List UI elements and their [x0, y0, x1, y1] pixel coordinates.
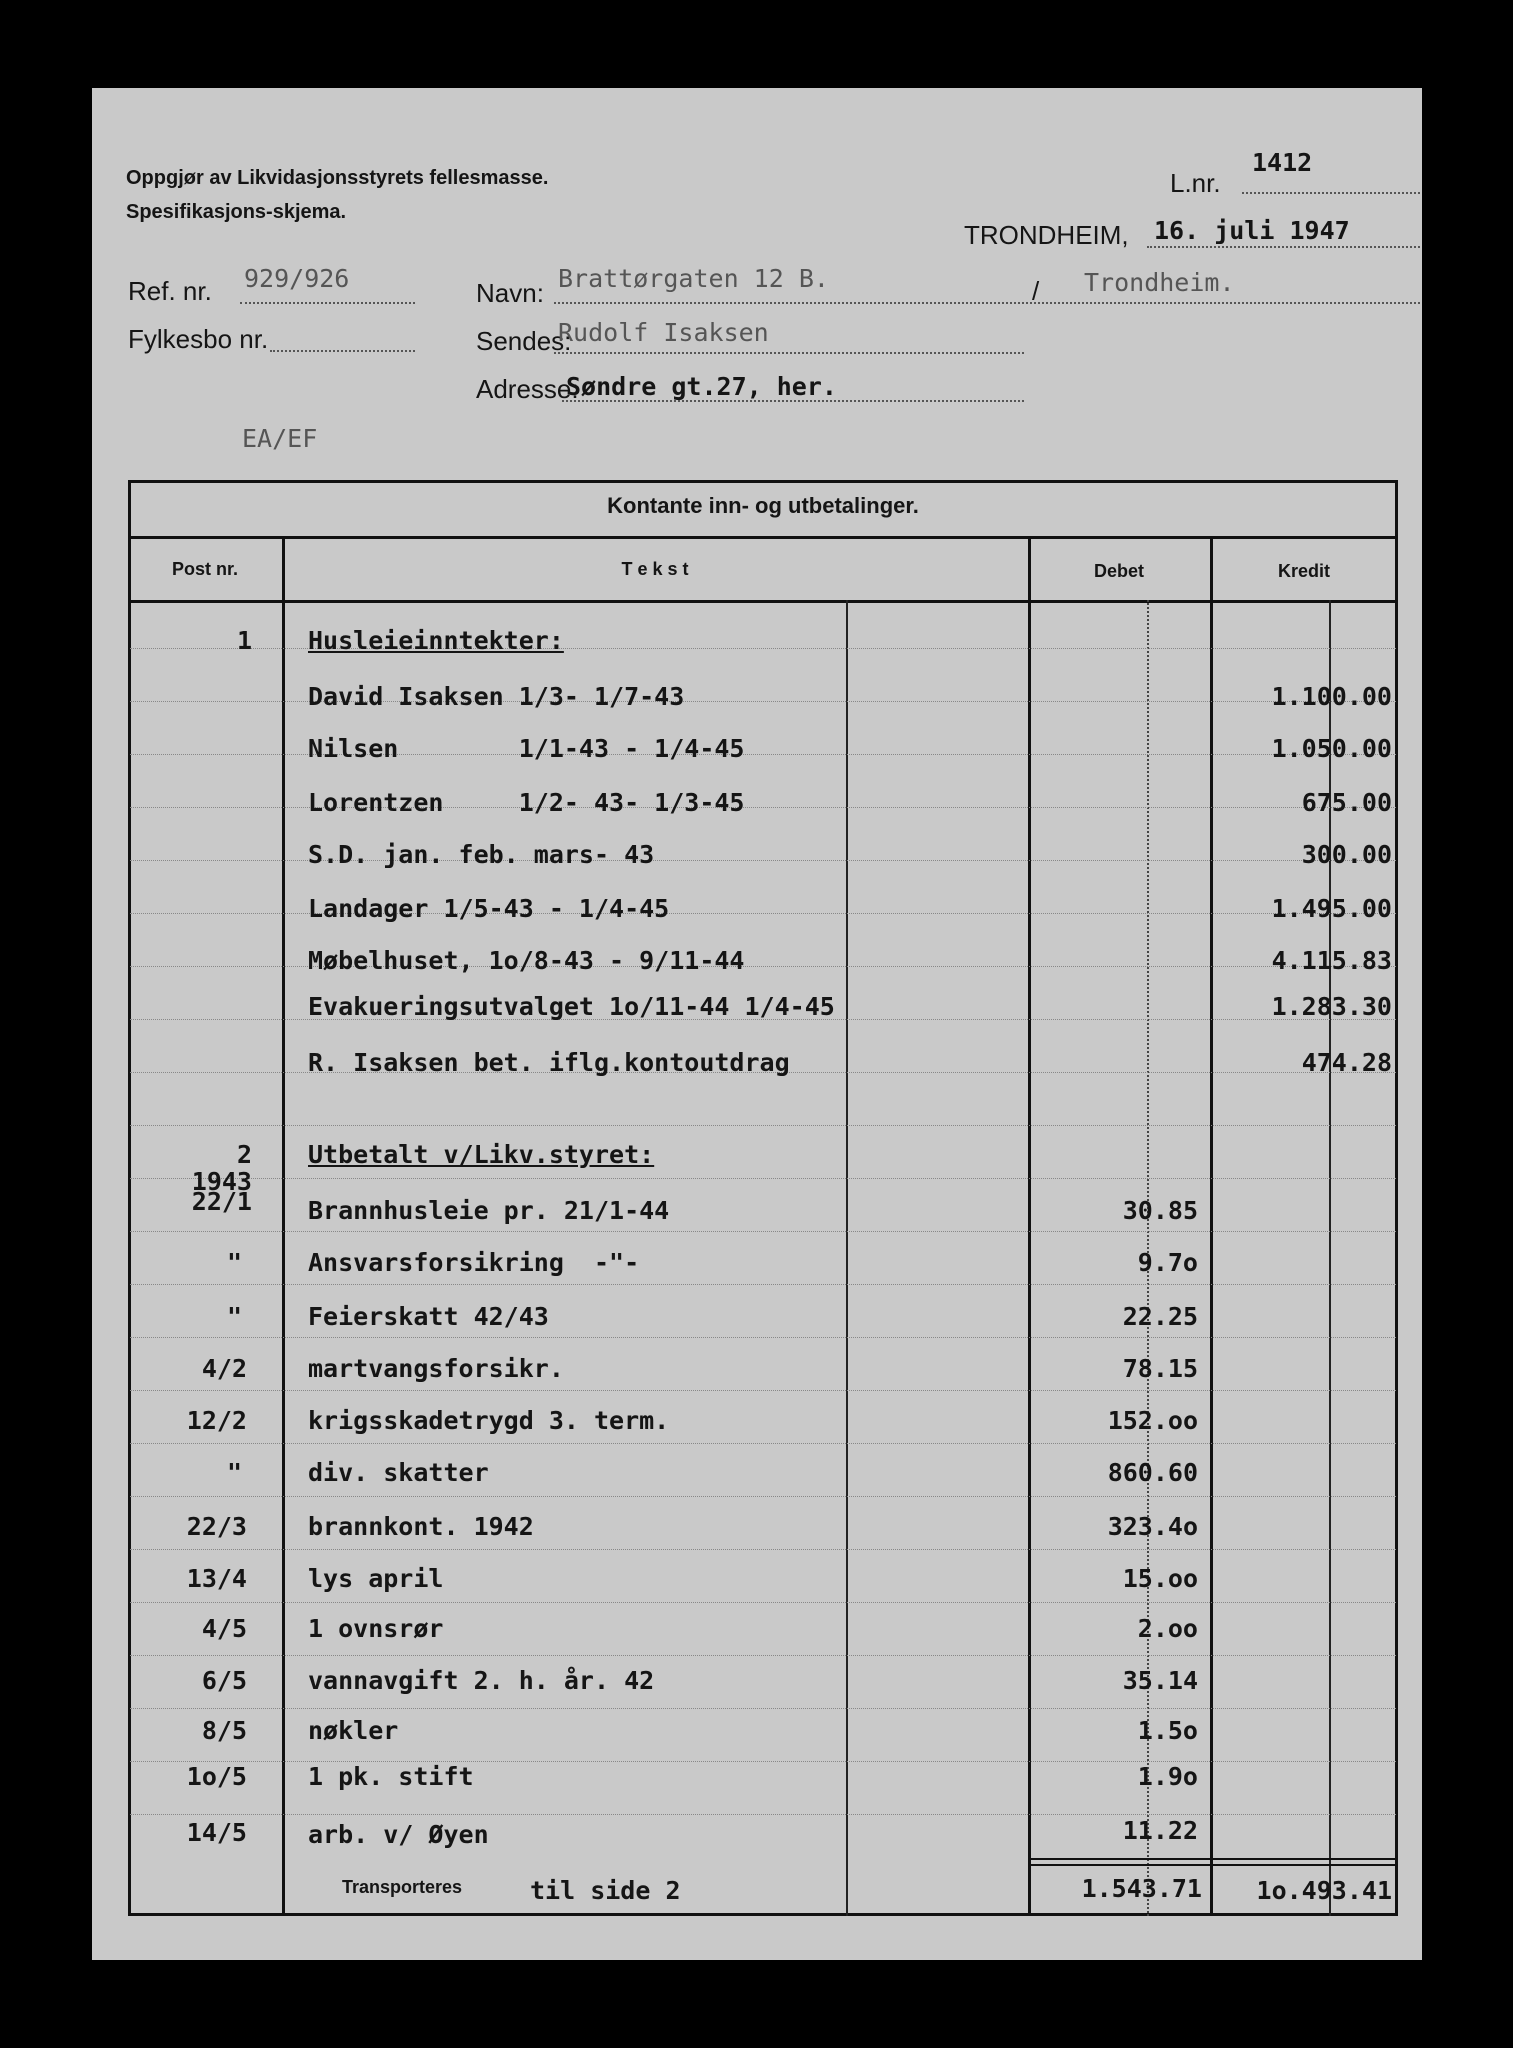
- row-post: 1o/5: [186, 1762, 247, 1791]
- row-tekst: lys april: [308, 1564, 444, 1593]
- row-tekst: arb. v/ Øyen: [308, 1820, 489, 1849]
- city-label: TRONDHEIM,: [964, 220, 1129, 250]
- ruled-line: [130, 1814, 1396, 1815]
- row-debet: 860.60: [1107, 1458, 1198, 1487]
- date-dotted-line: [1147, 246, 1422, 248]
- header-line-1: Oppgjør av Likvidasjonsstyrets fellesmasse.: [126, 167, 549, 189]
- row-debet: 9.7o: [1137, 1248, 1198, 1277]
- sendes-dotted-line: [554, 352, 1024, 354]
- row-post: 2: [236, 1140, 252, 1169]
- row-post: 4/5: [201, 1614, 247, 1643]
- row-tekst: Brannhusleie pr. 21/1-44: [308, 1196, 670, 1225]
- row-tekst: S.D. jan. feb. mars- 43: [308, 840, 655, 869]
- debet-total: 1.543.71: [1081, 1874, 1202, 1903]
- ruled-line: [130, 1337, 1396, 1338]
- tekst-inner-line: [846, 600, 848, 1916]
- ruled-line: [130, 1231, 1396, 1232]
- navn-separator: /: [1032, 276, 1040, 306]
- row-debet: 22.25: [1122, 1302, 1198, 1331]
- row-post: 4/2: [201, 1354, 247, 1383]
- row-tekst: vannavgift 2. h. år. 42: [308, 1666, 655, 1695]
- transport-text: til side 2: [530, 1876, 681, 1905]
- row-post: 12/2: [186, 1406, 247, 1435]
- navn-dotted-line: [554, 302, 1422, 304]
- header-divider: [128, 600, 1398, 603]
- row-tekst: Evakueringsutvalget 1o/11-44 1/4-45: [308, 992, 835, 1021]
- row-kredit: 1.100.00: [1271, 682, 1392, 711]
- lnr-value: 1412: [1252, 148, 1313, 177]
- row-tekst: Nilsen 1/1-43 - 1/4-45: [308, 734, 745, 763]
- row-kredit: 1.050.00: [1271, 734, 1392, 763]
- ruled-line: [130, 1549, 1396, 1550]
- row-kredit: 675.00: [1301, 788, 1392, 817]
- total-line-1: [1028, 1858, 1398, 1860]
- ref-label: Ref. nr.: [128, 276, 212, 306]
- row-debet: 323.4o: [1107, 1512, 1198, 1541]
- row-debet: 11.22: [1122, 1816, 1198, 1845]
- row-post: ": [226, 1458, 242, 1487]
- ruled-line: [130, 1708, 1396, 1709]
- row-post: 22/3: [186, 1512, 247, 1541]
- ref-value: 929/926: [244, 264, 350, 293]
- row-kredit: 4.115.83: [1271, 946, 1392, 975]
- row-post: 1: [236, 626, 252, 655]
- fylkesbo-label: Fylkesbo nr.: [128, 324, 269, 354]
- row-tekst: 1 ovnsrør: [308, 1614, 444, 1643]
- row-tekst: 1 pk. stift: [308, 1762, 474, 1791]
- initials: EA/EF: [242, 424, 318, 453]
- navn-label: Navn:: [476, 278, 544, 308]
- row-debet: 35.14: [1122, 1666, 1198, 1695]
- row-tekst: Ansvarsforsikring -"-: [308, 1248, 640, 1277]
- col-header-kredit: Kredit: [1277, 561, 1330, 581]
- adresse-label: Adresse:: [476, 374, 579, 404]
- table-title: Kontante inn- og utbetalinger.: [607, 493, 919, 518]
- row-post: 8/5: [201, 1716, 247, 1745]
- row-kredit: 1.495.00: [1271, 894, 1392, 923]
- col-header-debet: Debet: [1093, 561, 1144, 581]
- row-tekst: Utbetalt v/Likv.styret:: [308, 1140, 655, 1169]
- row-debet: 1.5o: [1137, 1716, 1198, 1745]
- sendes-value: Rudolf Isaksen: [558, 318, 769, 347]
- row-debet: 1.9o: [1137, 1762, 1198, 1791]
- document-sheet: [92, 88, 1422, 1960]
- ruled-line: [130, 1655, 1396, 1656]
- row-tekst: krigsskadetrygd 3. term.: [308, 1406, 670, 1435]
- row-tekst: nøkler: [308, 1716, 399, 1745]
- total-line-2: [1028, 1864, 1398, 1866]
- row-tekst: Lorentzen 1/2- 43- 1/3-45: [308, 788, 745, 817]
- ruled-line: [130, 1496, 1396, 1497]
- col-header-tekst: T e k s t: [621, 559, 689, 579]
- tekst-column-border: [1028, 536, 1031, 1916]
- row-tekst: R. Isaksen bet. iflg.kontoutdrag: [308, 1048, 790, 1077]
- col-header-post: Post nr.: [171, 559, 238, 579]
- ruled-line: [130, 1443, 1396, 1444]
- ruled-line: [130, 1178, 1396, 1179]
- row-tekst: Husleieinntekter:: [308, 626, 564, 655]
- row-post: 1943 22/1: [191, 1167, 252, 1216]
- navn-value: Brattørgaten 12 B.: [558, 264, 829, 293]
- row-tekst: martvangsforsikr.: [308, 1354, 564, 1383]
- date-value: 16. juli 1947: [1154, 216, 1350, 245]
- ruled-line: [130, 1125, 1396, 1126]
- row-tekst: Feierskatt 42/43: [308, 1302, 549, 1331]
- row-tekst: Møbelhuset, 1o/8-43 - 9/11-44: [308, 946, 745, 975]
- row-tekst: Landager 1/5-43 - 1/4-45: [308, 894, 670, 923]
- row-kredit: 474.28: [1301, 1048, 1392, 1077]
- sendes-label: Sendes:: [476, 326, 572, 356]
- ref-dotted-line: [240, 302, 415, 304]
- row-kredit: 1.283.30: [1271, 992, 1392, 1021]
- row-debet: 78.15: [1122, 1354, 1198, 1383]
- row-kredit: 300.00: [1301, 840, 1392, 869]
- kredit-total: 1o.493.41: [1256, 1876, 1392, 1905]
- row-post: 14/5: [186, 1818, 247, 1847]
- row-post: ": [226, 1302, 242, 1331]
- ruled-line: [130, 1602, 1396, 1603]
- ruled-line: [130, 1284, 1396, 1285]
- adresse-value: Søndre gt.27, her.: [566, 372, 837, 401]
- row-post: ": [226, 1248, 242, 1277]
- row-debet: 15.oo: [1122, 1564, 1198, 1593]
- row-tekst: brannkont. 1942: [308, 1512, 534, 1541]
- title-divider: [128, 536, 1398, 539]
- ruled-line: [130, 1390, 1396, 1391]
- row-debet: 152.oo: [1107, 1406, 1198, 1435]
- transport-label: Transporteres: [342, 1877, 463, 1897]
- lnr-label: L.nr.: [1170, 168, 1221, 198]
- lnr-dotted-line: [1242, 192, 1422, 194]
- header-line-2: Spesifikasjons-skjema.: [126, 201, 347, 223]
- navn-place: Trondheim.: [1084, 268, 1235, 297]
- post-column-border: [282, 536, 285, 1916]
- row-debet: 2.oo: [1137, 1614, 1198, 1643]
- row-tekst: div. skatter: [308, 1458, 489, 1487]
- row-debet: 30.85: [1122, 1196, 1198, 1225]
- row-post: 6/5: [201, 1666, 247, 1695]
- fylkesbo-dotted-line: [270, 350, 415, 352]
- row-tekst: David Isaksen 1/3- 1/7-43: [308, 682, 685, 711]
- adresse-dotted-line: [562, 400, 1024, 402]
- row-post: 13/4: [186, 1564, 247, 1593]
